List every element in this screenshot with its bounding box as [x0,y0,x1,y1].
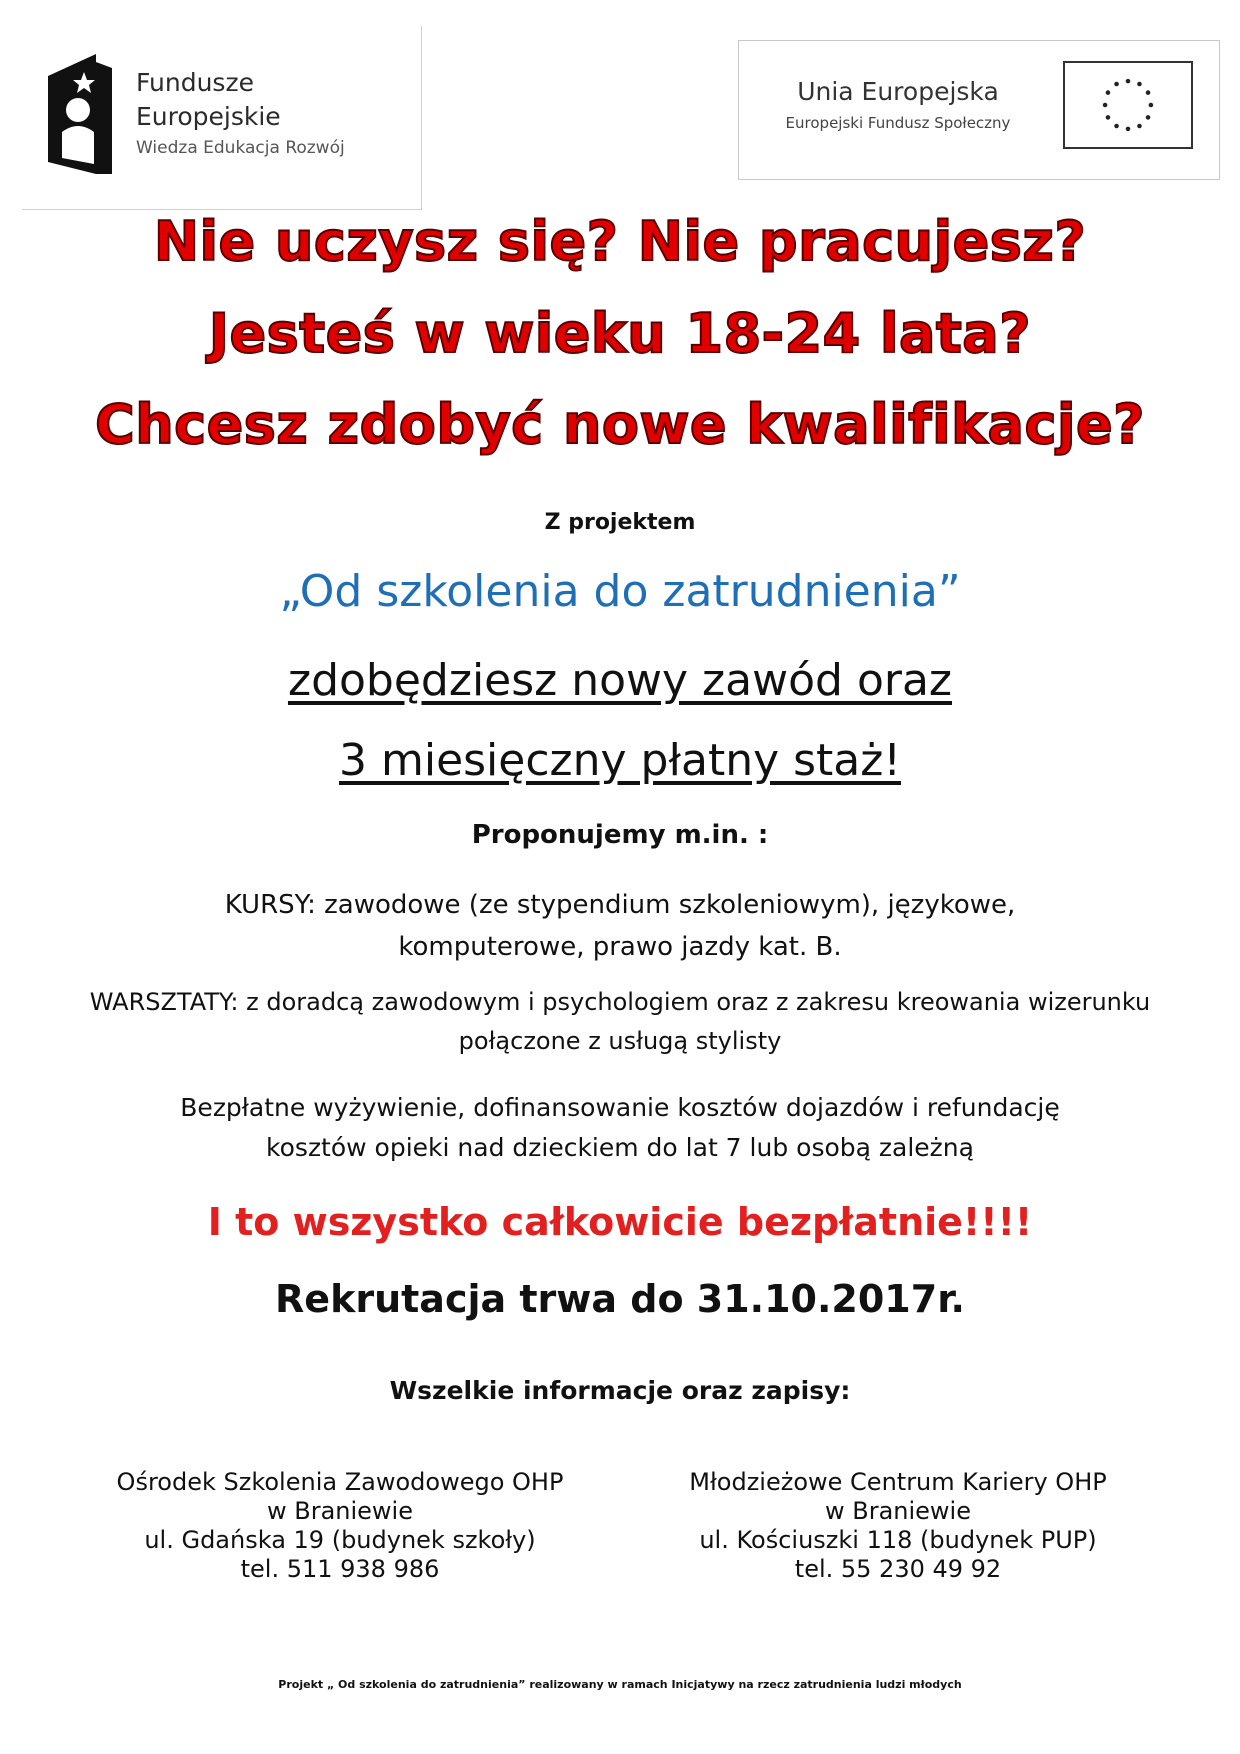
ue-logo-line1: Unia Europejska [797,77,999,106]
fe-logo-line3: Wiedza Edukacja Rozwój [136,138,345,158]
promo-line2: 3 miesięczny płatny staż! [339,735,901,786]
contact-name: Ośrodek Szkolenia Zawodowego OHP [116,1468,564,1496]
fe-logo-line2: Europejskie [136,102,281,131]
contact-address: ul. Kościuszki 118 (budynek PUP) [699,1526,1097,1554]
fundusze-europejskie-sign-icon [48,54,112,174]
unia-europejska-logo [738,40,1220,180]
intro-text: Z projektem [544,510,696,535]
fe-logo-line1: Fundusze [136,68,254,97]
contact-phone: tel. 511 938 986 [240,1555,440,1583]
kursy-line2: komputerowe, prawo jazdy kat. B. [398,932,842,962]
headline-line1: Nie uczysz się? Nie pracujesz? [153,210,1087,273]
fundusze-europejskie-logo [22,26,422,210]
contact-block-oszz [60,1468,620,1584]
contact-city: w Braniewie [266,1497,413,1525]
kursy-line1: KURSY: zawodowe (ze stypendium szkoleniowym), językowe, [224,890,1016,920]
headline-line2: Jesteś w wieku 18-24 lata? [208,302,1032,365]
benefits-line2: kosztów opieki nad dzieckiem do lat 7 lub osobą zależną [266,1133,974,1162]
free-of-charge-banner: I to wszystko całkowicie bezpłatnie!!!! [207,1200,1033,1244]
warsztaty-line2: połączone z usługą stylisty [458,1027,782,1055]
contact-address: ul. Gdańska 19 (budynek szkoły) [144,1526,536,1554]
offer-title: Proponujemy m.in. : [471,820,769,850]
headline-line3: Chcesz zdobyć nowe kwalifikacje? [95,393,1145,456]
contact-phone: tel. 55 230 49 92 [794,1555,1002,1583]
contact-block-mck [618,1468,1178,1584]
ue-logo-line2: Europejski Fundusz Społeczny [785,114,1011,132]
footer-note: Projekt „ Od szkolenia do zatrudnienia” realizowany w ramach Inicjatywy na rzecz zatrudnienia ludzi młodych [278,1678,962,1691]
eu-flag-icon [1063,61,1193,149]
warsztaty-line1: WARSZTATY: z doradcą zawodowym i psychologiem oraz z zakresu kreowania wizerunku [89,988,1151,1016]
contact-name: Młodzieżowe Centrum Kariery OHP [689,1468,1107,1496]
recruitment-deadline: Rekrutacja trwa do 31.10.2017r. [275,1277,965,1321]
promo-line1: zdobędziesz nowy zawód oraz [287,655,953,706]
info-heading: Wszelkie informacje oraz zapisy: [389,1376,851,1405]
benefits-line1: Bezpłatne wyżywienie, dofinansowanie kosztów dojazdów i refundację [180,1093,1060,1122]
project-name: „Od szkolenia do zatrudnienia” [279,566,961,617]
contact-city: w Braniewie [824,1497,971,1525]
